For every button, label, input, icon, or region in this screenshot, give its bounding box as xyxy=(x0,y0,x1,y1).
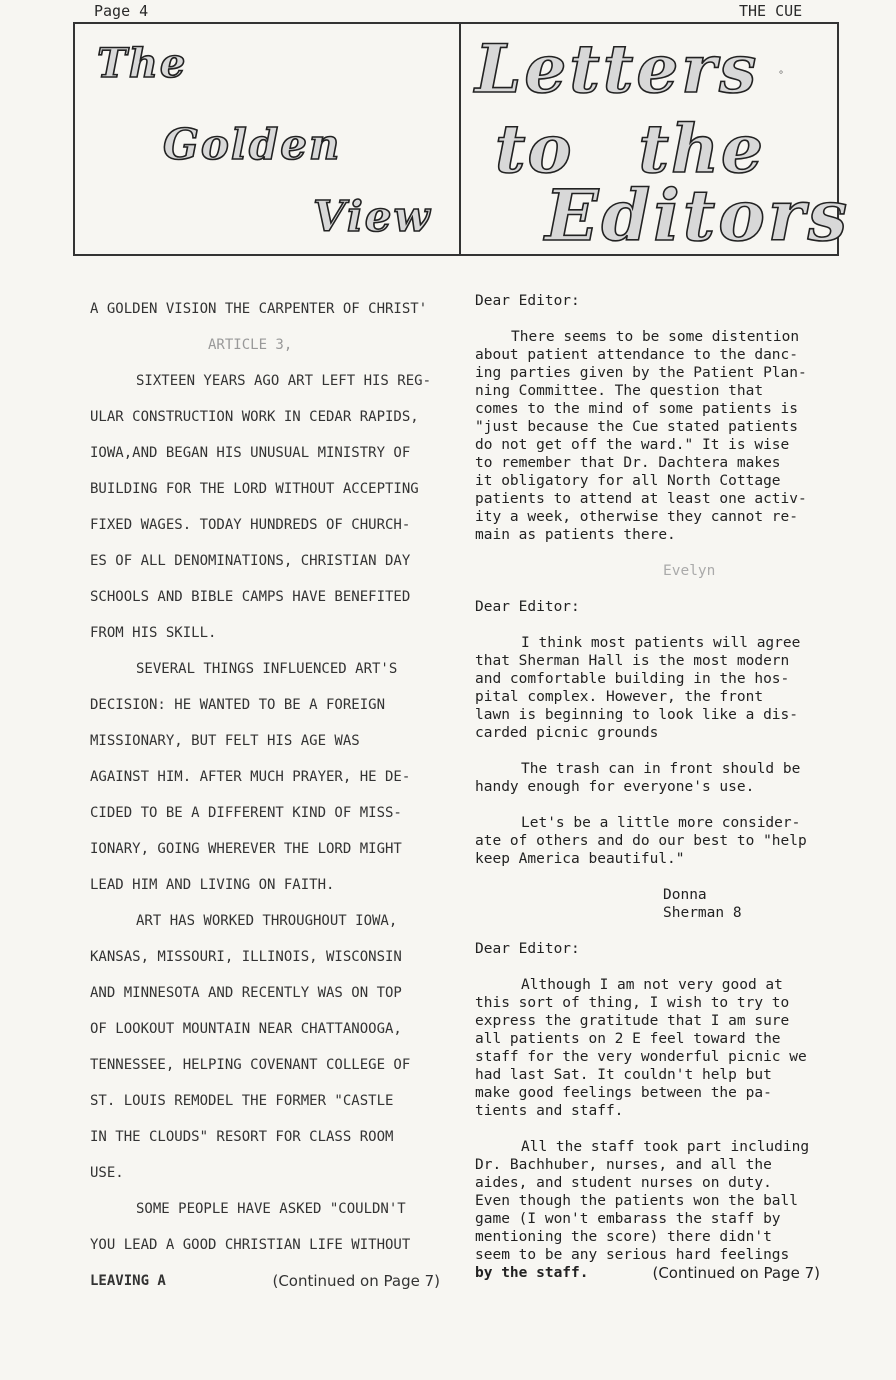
column-line: IN THE CLOUDS" RESORT FOR CLASS ROOM xyxy=(90,1129,394,1145)
letter-line: to remember that Dr. Dachtera makes xyxy=(475,455,781,471)
letter-line: tients and staff. xyxy=(475,1103,624,1119)
letter-line: pital complex. However, the front xyxy=(475,689,764,705)
column-line: A GOLDEN VISION THE CARPENTER OF CHRIST' xyxy=(90,301,428,317)
column-line: SEVERAL THINGS INFLUENCED ART'S xyxy=(136,661,398,677)
letter-line: There seems to be some distention xyxy=(511,329,800,345)
column-last-line: LEAVING A xyxy=(90,1273,166,1289)
letter-line: Dr. Bachhuber, nurses, and all the xyxy=(475,1157,772,1173)
letter-line: this sort of thing, I wish to try to xyxy=(475,995,790,1011)
golden-view-title-line-2: Golden xyxy=(163,120,342,169)
column-line: ARTICLE 3, xyxy=(208,337,293,353)
column-line: IONARY, GOING WHEREVER THE LORD MIGHT xyxy=(90,841,402,857)
salutation: Dear Editor: xyxy=(475,599,580,615)
letter-line: All the staff took part including xyxy=(521,1139,810,1155)
letter-line: handy enough for everyone's use. xyxy=(475,779,755,795)
letter-line: game (I won't embarass the staff by xyxy=(475,1211,781,1227)
column-line: TENNESSEE, HELPING COVENANT COLLEGE OF xyxy=(90,1057,411,1073)
letter-line: it obligatory for all North Cottage xyxy=(475,473,781,489)
letter-signature: Evelyn xyxy=(663,563,716,579)
letter-line: express the gratitude that I am sure xyxy=(475,1013,790,1029)
column-line: MISSIONARY, BUT FELT HIS AGE WAS xyxy=(90,733,360,749)
letter-line: "just because the Cue stated patients xyxy=(475,419,799,435)
letter-line: patients to attend at least one activ- xyxy=(475,491,807,507)
column-line: LEAD HIM AND LIVING ON FAITH. xyxy=(90,877,335,893)
letter-line: comes to the mind of some patients is xyxy=(475,401,799,417)
column-line: FIXED WAGES. TODAY HUNDREDS OF CHURCH- xyxy=(90,517,411,533)
column-line: FROM HIS SKILL. xyxy=(90,625,217,641)
letters-column xyxy=(475,292,820,1282)
letter-line: seem to be any serious hard feelings xyxy=(475,1247,790,1263)
banner-divider xyxy=(459,24,461,254)
continued-note: (Continued on Page 7) xyxy=(272,1272,440,1290)
letter-line: ity a week, otherwise they cannot re- xyxy=(475,509,799,525)
golden-view-title-line-3: View xyxy=(313,192,432,241)
page-number: Page 4 xyxy=(94,2,149,20)
column-line: DECISION: HE WANTED TO BE A FOREIGN xyxy=(90,697,386,713)
column-line: KANSAS, MISSOURI, ILLINOIS, WISCONSIN xyxy=(90,949,402,965)
letter-line: I think most patients will agree xyxy=(521,635,801,651)
letter-line: about patient attendance to the danc- xyxy=(475,347,799,363)
column-line: ST. LOUIS REMODEL THE FORMER "CASTLE xyxy=(90,1093,394,1109)
letter-line: Even though the patients won the ball xyxy=(475,1193,799,1209)
letter-line: lawn is beginning to look like a dis- xyxy=(475,707,799,723)
letter-line: that Sherman Hall is the most modern xyxy=(475,653,790,669)
publication-name: THE CUE xyxy=(739,2,803,20)
title-banner xyxy=(73,22,851,257)
letter-line: keep America beautiful." xyxy=(475,851,685,867)
letter-line: aides, and student nurses on duty. xyxy=(475,1175,772,1191)
letter-line: staff for the very wonderful picnic we xyxy=(475,1049,807,1065)
column-line: ART HAS WORKED THROUGHOUT IOWA, xyxy=(136,913,398,929)
continued-note: (Continued on Page 7) xyxy=(652,1264,820,1282)
column-line: CIDED TO BE A DIFFERENT KIND OF MISS- xyxy=(90,805,402,821)
letters-title-line-1: Letters xyxy=(475,30,760,108)
letter-line: make good feelings between the pa- xyxy=(475,1085,772,1101)
letter-line: ate of others and do our best to "help xyxy=(475,833,807,849)
column-line: SIXTEEN YEARS AGO ART LEFT HIS REG- xyxy=(136,373,432,389)
column-line: ULAR CONSTRUCTION WORK IN CEDAR RAPIDS, xyxy=(90,409,419,425)
letter-line: The trash can in front should be xyxy=(521,761,801,777)
column-line: AGAINST HIM. AFTER MUCH PRAYER, HE DE- xyxy=(90,769,411,785)
letter-line: Although I am not very good at xyxy=(521,977,783,993)
column-line: IOWA,AND BEGAN HIS UNUSUAL MINISTRY OF xyxy=(90,445,411,461)
golden-view-column xyxy=(90,291,440,1299)
letter-line: and comfortable building in the hos- xyxy=(475,671,790,687)
column-line: AND MINNESOTA AND RECENTLY WAS ON TOP xyxy=(90,985,402,1001)
letter-signature: Donna xyxy=(663,887,707,903)
salutation: Dear Editor: xyxy=(475,941,580,957)
letters-title-line-3: Editors xyxy=(545,174,851,257)
letter-line: mentioning the score) there didn't xyxy=(475,1229,772,1245)
letter-line: ning Committee. The question that xyxy=(475,383,764,399)
letter-last-line: by the staff. xyxy=(475,1265,589,1281)
letter-line: carded picnic grounds xyxy=(475,725,659,741)
letter-line: all patients on 2 E feel toward the xyxy=(475,1031,781,1047)
column-line: ES OF ALL DENOMINATIONS, CHRISTIAN DAY xyxy=(90,553,411,569)
salutation: Dear Editor: xyxy=(475,293,580,309)
column-line: YOU LEAD A GOOD CHRISTIAN LIFE WITHOUT xyxy=(90,1237,411,1253)
letter-signature-ward: Sherman 8 xyxy=(663,905,742,921)
column-line: SCHOOLS AND BIBLE CAMPS HAVE BENEFITED xyxy=(90,589,411,605)
letter-line: main as patients there. xyxy=(475,527,676,543)
letter-line: Let's be a little more consider- xyxy=(521,815,801,831)
letters-title-line-2: to the xyxy=(495,110,765,188)
column-line: USE. xyxy=(90,1165,124,1181)
column-last-row xyxy=(90,1263,440,1299)
letter-line: do not get off the ward." It is wise xyxy=(475,437,790,453)
golden-view-title-line-1: The xyxy=(97,40,188,87)
column-line: SOME PEOPLE HAVE ASKED "COULDN'T xyxy=(136,1201,406,1217)
letter-line: had last Sat. It couldn't help but xyxy=(475,1067,772,1083)
letter-line: ing parties given by the Patient Plan- xyxy=(475,365,807,381)
banner-mark: ° xyxy=(778,70,785,81)
letter-last-row xyxy=(475,1264,820,1282)
column-line: OF LOOKOUT MOUNTAIN NEAR CHATTANOOGA, xyxy=(90,1021,402,1037)
column-line: BUILDING FOR THE LORD WITHOUT ACCEPTING xyxy=(90,481,419,497)
